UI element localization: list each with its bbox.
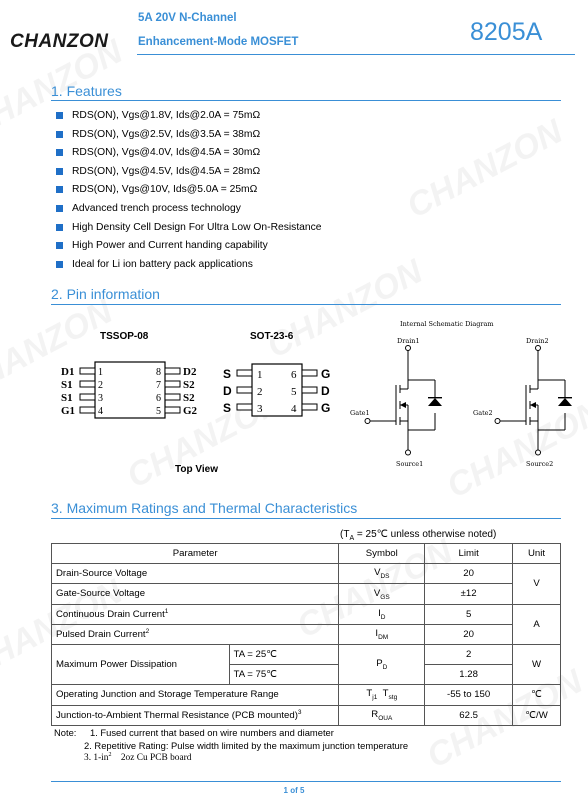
feature-item: RDS(ON), Vgs@10V, Ids@5.0A = 25mΩ <box>56 184 322 203</box>
header-symbol: Symbol <box>339 544 425 564</box>
footer-divider <box>51 781 561 782</box>
diode-icon <box>428 398 442 406</box>
section-divider <box>51 100 561 101</box>
pin-name: S <box>223 367 232 381</box>
diode-icon <box>558 398 572 406</box>
feature-item: RDS(ON), Vgs@2.5V, Ids@3.5A = 38mΩ <box>56 129 322 148</box>
tssop-label: TSSOP-08 <box>100 331 149 342</box>
pin-lead <box>237 404 252 410</box>
pin-number: 5 <box>291 386 297 398</box>
pin-number: 2 <box>257 386 263 398</box>
pin-name: D <box>223 384 232 398</box>
pin-lead <box>165 368 180 374</box>
pin-name: S <box>223 401 232 415</box>
gate2-label: Gate2 <box>473 409 493 417</box>
features-list <box>56 110 322 277</box>
table-row: Operating Junction and Storage Temperature Range $T_{j1}$ $T_{stg}$ -55 to 150 ℃ <box>52 685 561 705</box>
pin-number: 2 <box>98 380 103 391</box>
pin-lead <box>302 370 317 376</box>
pin-lead <box>80 368 95 374</box>
pin-number: 4 <box>291 403 297 415</box>
pin-lead <box>237 370 252 376</box>
feature-item: RDS(ON), Vgs@1.8V, Ids@2.0A = 75mΩ <box>56 110 322 129</box>
table-row: Maximum Power Dissipation TA = 25℃ $P_D$ 2 W <box>52 644 561 664</box>
pin-lead <box>165 394 180 400</box>
section-divider <box>51 518 561 519</box>
mosfet-2 <box>495 346 565 456</box>
table-row: Pulsed Drain Current$^2$ $I_{DM}$ 20 <box>52 624 561 644</box>
pin-name: S1 <box>61 392 73 404</box>
pin-name: D1 <box>61 366 75 378</box>
test-condition: ($T_A$ = 25℃ unless otherwise noted) <box>340 529 497 542</box>
feature-item: High Density Cell Design For Ultra Low On-Resistance <box>56 222 322 241</box>
header-subtitle: 5A 20V N-Channel <box>138 12 237 24</box>
pin-name: S2 <box>183 379 195 391</box>
internal-schematic <box>340 335 575 475</box>
part-number: 8205A <box>470 18 543 46</box>
ratings-heading: 3. Maximum Ratings and Thermal Characteristics <box>51 500 358 516</box>
table-row: Drain-Source Voltage $V_{DS}$ 20 V <box>52 564 561 584</box>
bullet-icon <box>56 186 63 193</box>
pin-number: 3 <box>98 393 103 404</box>
features-heading: 1. Features <box>51 83 122 99</box>
table-header-row <box>52 544 561 564</box>
pin-lead <box>237 387 252 393</box>
pin-lead <box>302 404 317 410</box>
pin-lead <box>80 407 95 413</box>
table-row: Junction-to-Ambient Thermal Resistance (PCB mounted)$^3$ $R_{OUA}$ 62.5 ℃/W <box>52 705 561 725</box>
pin-number: 1 <box>257 369 263 381</box>
table-row: TA = 75℃ 1.28 <box>52 665 561 685</box>
table-row: Gate-Source Voltage $V_{GS}$ ±12 <box>52 584 561 604</box>
brand-logo: CHANZON <box>10 31 109 52</box>
bullet-icon <box>56 224 63 231</box>
feature-item: RDS(ON), Vgs@4.0V, Ids@4.5A = 30mΩ <box>56 147 322 166</box>
pin-number: 7 <box>156 380 161 391</box>
feature-item: High Power and Current handing capability <box>56 240 322 259</box>
drain1-label: Drain1 <box>397 337 420 345</box>
mosfet-1 <box>365 346 435 456</box>
bullet-icon <box>56 112 63 119</box>
pin-number: 8 <box>156 367 161 378</box>
page-number: 1 of 5 <box>283 786 305 795</box>
tssop-body <box>95 362 165 418</box>
pin-number: 6 <box>291 369 297 381</box>
pin-name: G1 <box>61 405 76 417</box>
pin-name: G <box>321 367 331 381</box>
bullet-icon <box>56 205 63 212</box>
pin-number: 1 <box>98 367 103 378</box>
sot-package <box>220 360 340 420</box>
bullet-icon <box>56 149 63 156</box>
diode-bar <box>428 397 442 398</box>
sot-label: SOT-23-6 <box>250 331 294 342</box>
gate1-label: Gate1 <box>350 409 370 417</box>
pin-name: D2 <box>183 366 197 378</box>
tssop-package <box>60 360 210 422</box>
bullet-icon <box>56 131 63 138</box>
feature-item: Advanced trench process technology <box>56 203 322 222</box>
pin-lead <box>302 387 317 393</box>
note-1: 1. Fused current that based on wire numbers and diameter <box>90 727 334 738</box>
pin-name: S1 <box>61 379 73 391</box>
source2-label: Source2 <box>526 460 554 468</box>
pin-name: G2 <box>183 405 198 417</box>
pin-lead <box>165 381 180 387</box>
header-divider <box>137 54 575 55</box>
notes-label: Note: <box>54 727 77 738</box>
pin-lead <box>165 407 180 413</box>
pin-lead <box>80 381 95 387</box>
feature-item: RDS(ON), Vgs@4.5V, Ids@4.5A = 28mΩ <box>56 166 322 185</box>
schematic-title: Internal Schematic Diagram <box>400 320 494 328</box>
table-row: Continuous Drain Current$^1$ $I_D$ 5 A <box>52 604 561 624</box>
bullet-icon <box>56 242 63 249</box>
bullet-icon <box>56 261 63 268</box>
note-2: 2. Repetitive Rating: Pulse width limited by the maximum junction temperature <box>84 740 409 751</box>
pin-name: G <box>321 401 331 415</box>
section-divider <box>51 304 561 305</box>
pin-number: 6 <box>156 393 161 404</box>
header-parameter: Parameter <box>52 544 339 564</box>
header-subtitle: Enhancement-Mode MOSFET <box>138 36 299 48</box>
note-3: 3. $1-in^2$ 2oz Cu PCB board <box>84 752 192 764</box>
pin-number: 3 <box>257 403 263 415</box>
ratings-table <box>51 543 561 726</box>
pin-number: 5 <box>156 406 161 417</box>
top-view-label: Top View <box>175 464 218 475</box>
feature-item: Ideal for Li ion battery pack applications <box>56 259 322 278</box>
source1-label: Source1 <box>396 460 424 468</box>
pin-number: 4 <box>98 406 103 417</box>
bullet-icon <box>56 168 63 175</box>
header-limit: Limit <box>425 544 513 564</box>
watermark <box>401 112 569 226</box>
pin-info-heading: 2. Pin information <box>51 286 160 302</box>
pin-lead <box>80 394 95 400</box>
pin-name: S2 <box>183 392 195 404</box>
channel-arrow-icon <box>400 402 406 408</box>
drain2-label: Drain2 <box>526 337 549 345</box>
diode-bar <box>558 397 572 398</box>
pin-name: D <box>321 384 330 398</box>
header-unit: Unit <box>513 544 561 564</box>
channel-arrow-icon <box>530 402 536 408</box>
